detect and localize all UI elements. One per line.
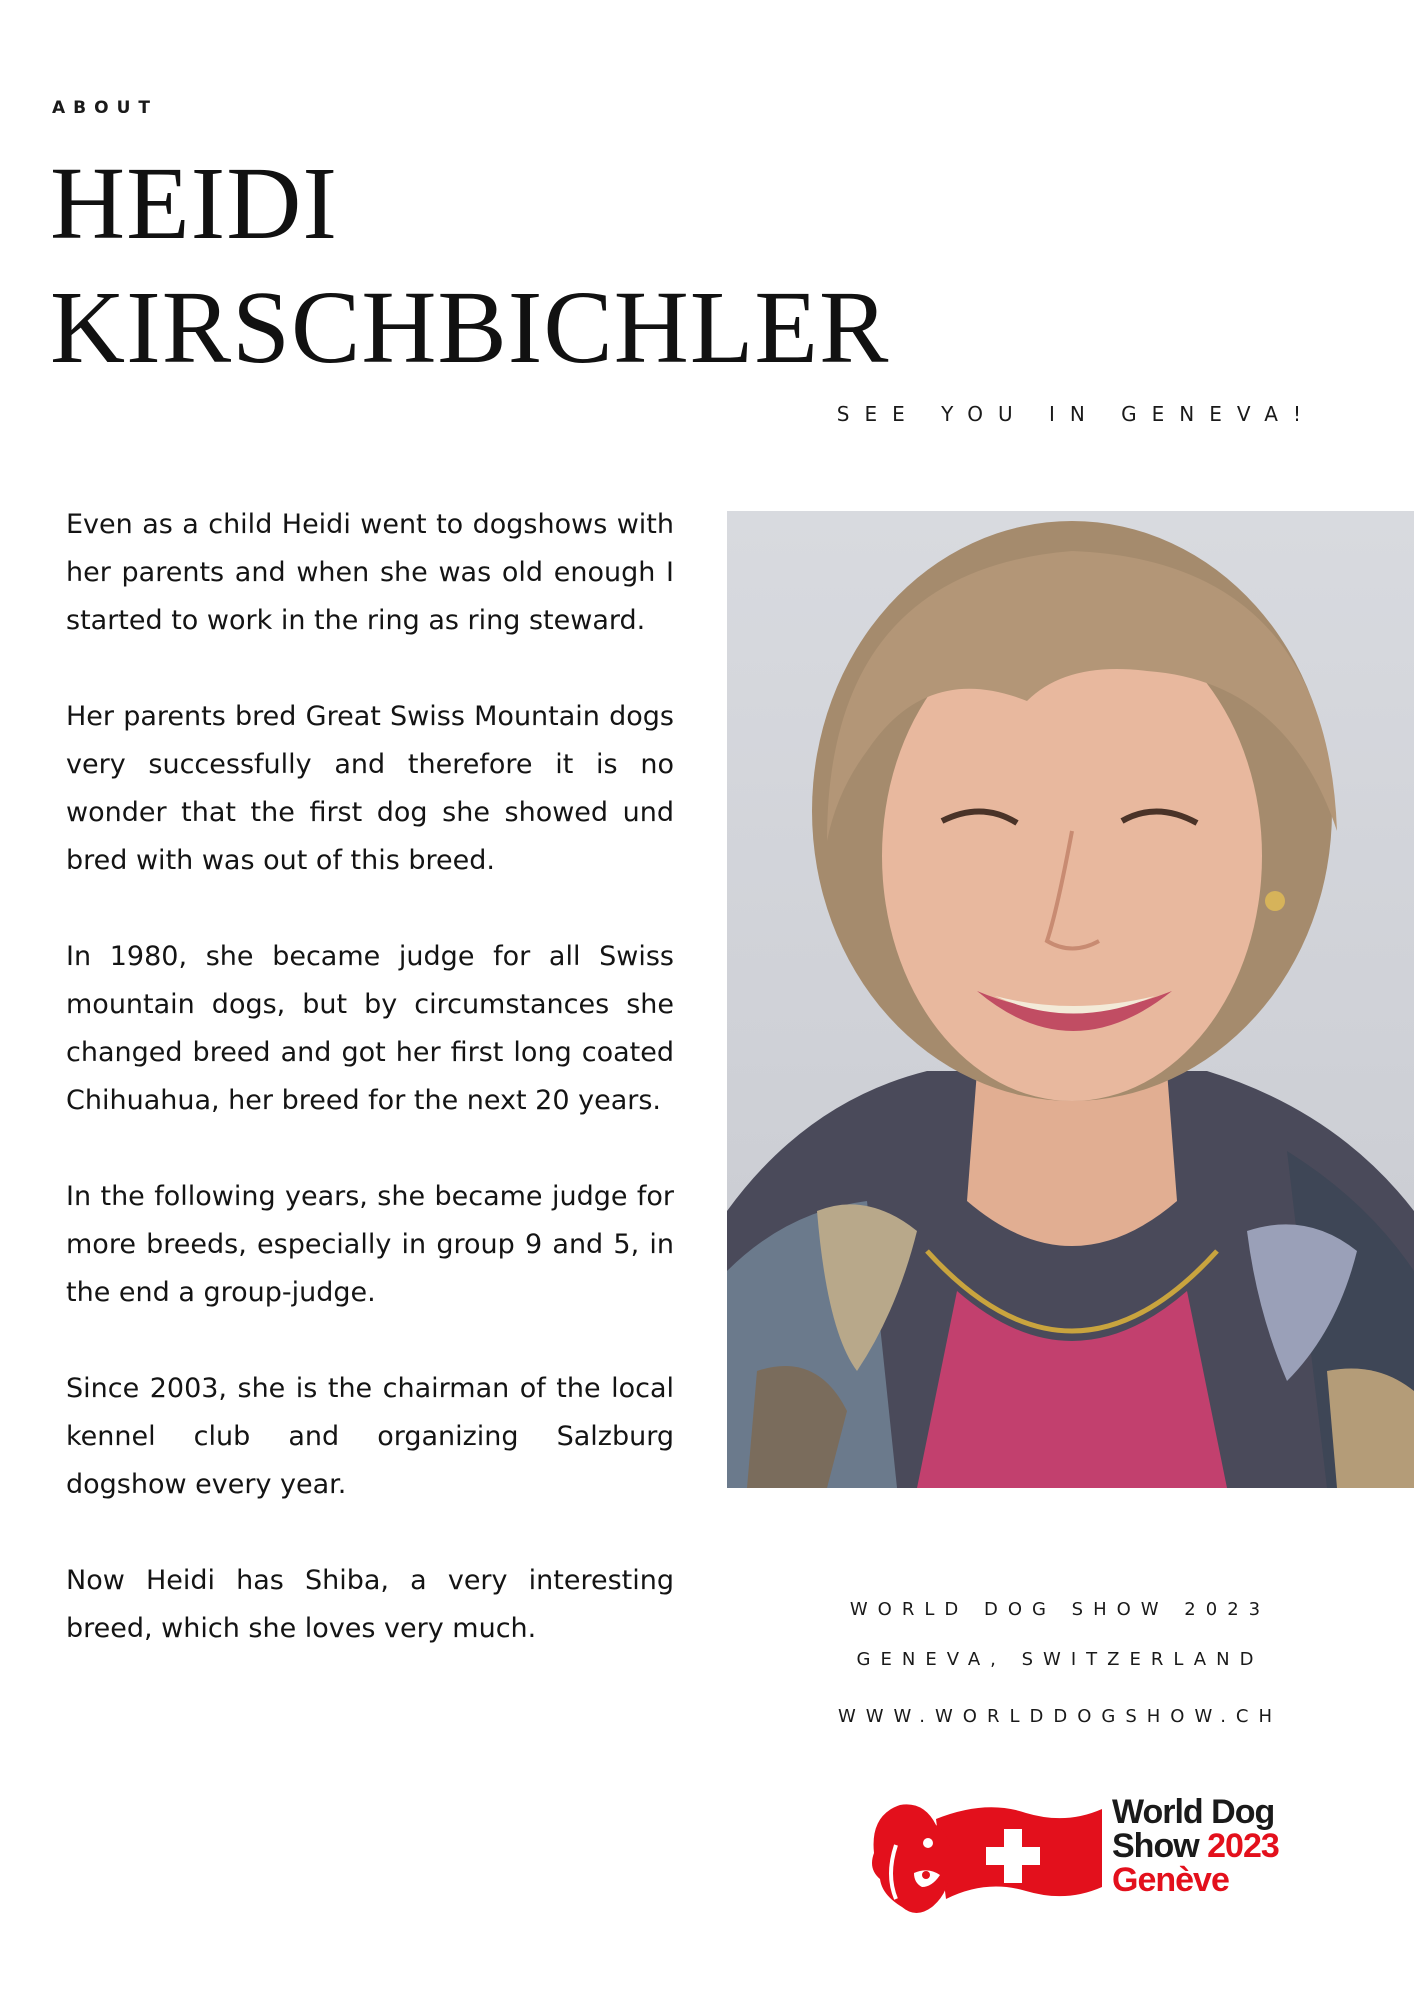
bio-paragraph: In the following years, she became judge for more breeds, especially in group 9 and 5, in the end a group-judge. bbox=[66, 1181, 674, 1308]
logo-line-2-show: Show bbox=[1112, 1827, 1199, 1865]
event-info bbox=[760, 1585, 1360, 1685]
title-last-name: KIRSCHBICHLER bbox=[50, 270, 890, 385]
title-first-name: HEIDI bbox=[50, 146, 339, 261]
logo-line-2-year: 2023 bbox=[1207, 1827, 1279, 1865]
logo-line-1: World Dog bbox=[1112, 1793, 1275, 1831]
world-dog-show-logo bbox=[866, 1795, 1296, 1921]
bio-paragraph: Her parents bred Great Swiss Mountain dogs very successfully and therefore it is no wonder that the first dog she showed und bred with was out of this breed. bbox=[66, 701, 674, 876]
bio-paragraph: In 1980, she became judge for all Swiss mountain dogs, but by circumstances she changed breed and got her first long coated Chihuahua, her breed for the next 20 years. bbox=[66, 941, 674, 1116]
bio-paragraph: Even as a child Heidi went to dogshows with her parents and when she was old enough I started to work in the ring as ring steward. bbox=[66, 509, 674, 636]
logo-line-3: Genève bbox=[1112, 1861, 1229, 1899]
bio-paragraph: Now Heidi has Shiba, a very interesting breed, which she loves very much. bbox=[66, 1565, 674, 1644]
bio-paragraph: Since 2003, she is the chairman of the local kennel club and organizing Salzburg dogshow every year. bbox=[66, 1373, 674, 1500]
portrait-illustration bbox=[727, 511, 1414, 1488]
swiss-flag-icon bbox=[936, 1807, 1102, 1899]
logo-graphic bbox=[866, 1795, 1106, 1921]
website-link[interactable]: WWW.WORLDDOGSHOW.CH bbox=[837, 1706, 1283, 1727]
logo-wordmark bbox=[1112, 1795, 1312, 1897]
section-eyebrow: ABOUT bbox=[52, 98, 158, 118]
page-title bbox=[50, 142, 889, 390]
tagline: SEE YOU IN GENEVA! bbox=[836, 402, 1316, 426]
event-title: WORLD DOG SHOW 2023 bbox=[849, 1599, 1271, 1620]
event-location: GENEVA, SWITZERLAND bbox=[856, 1649, 1264, 1670]
portrait-photo bbox=[727, 511, 1414, 1488]
bio-text bbox=[66, 501, 674, 1701]
